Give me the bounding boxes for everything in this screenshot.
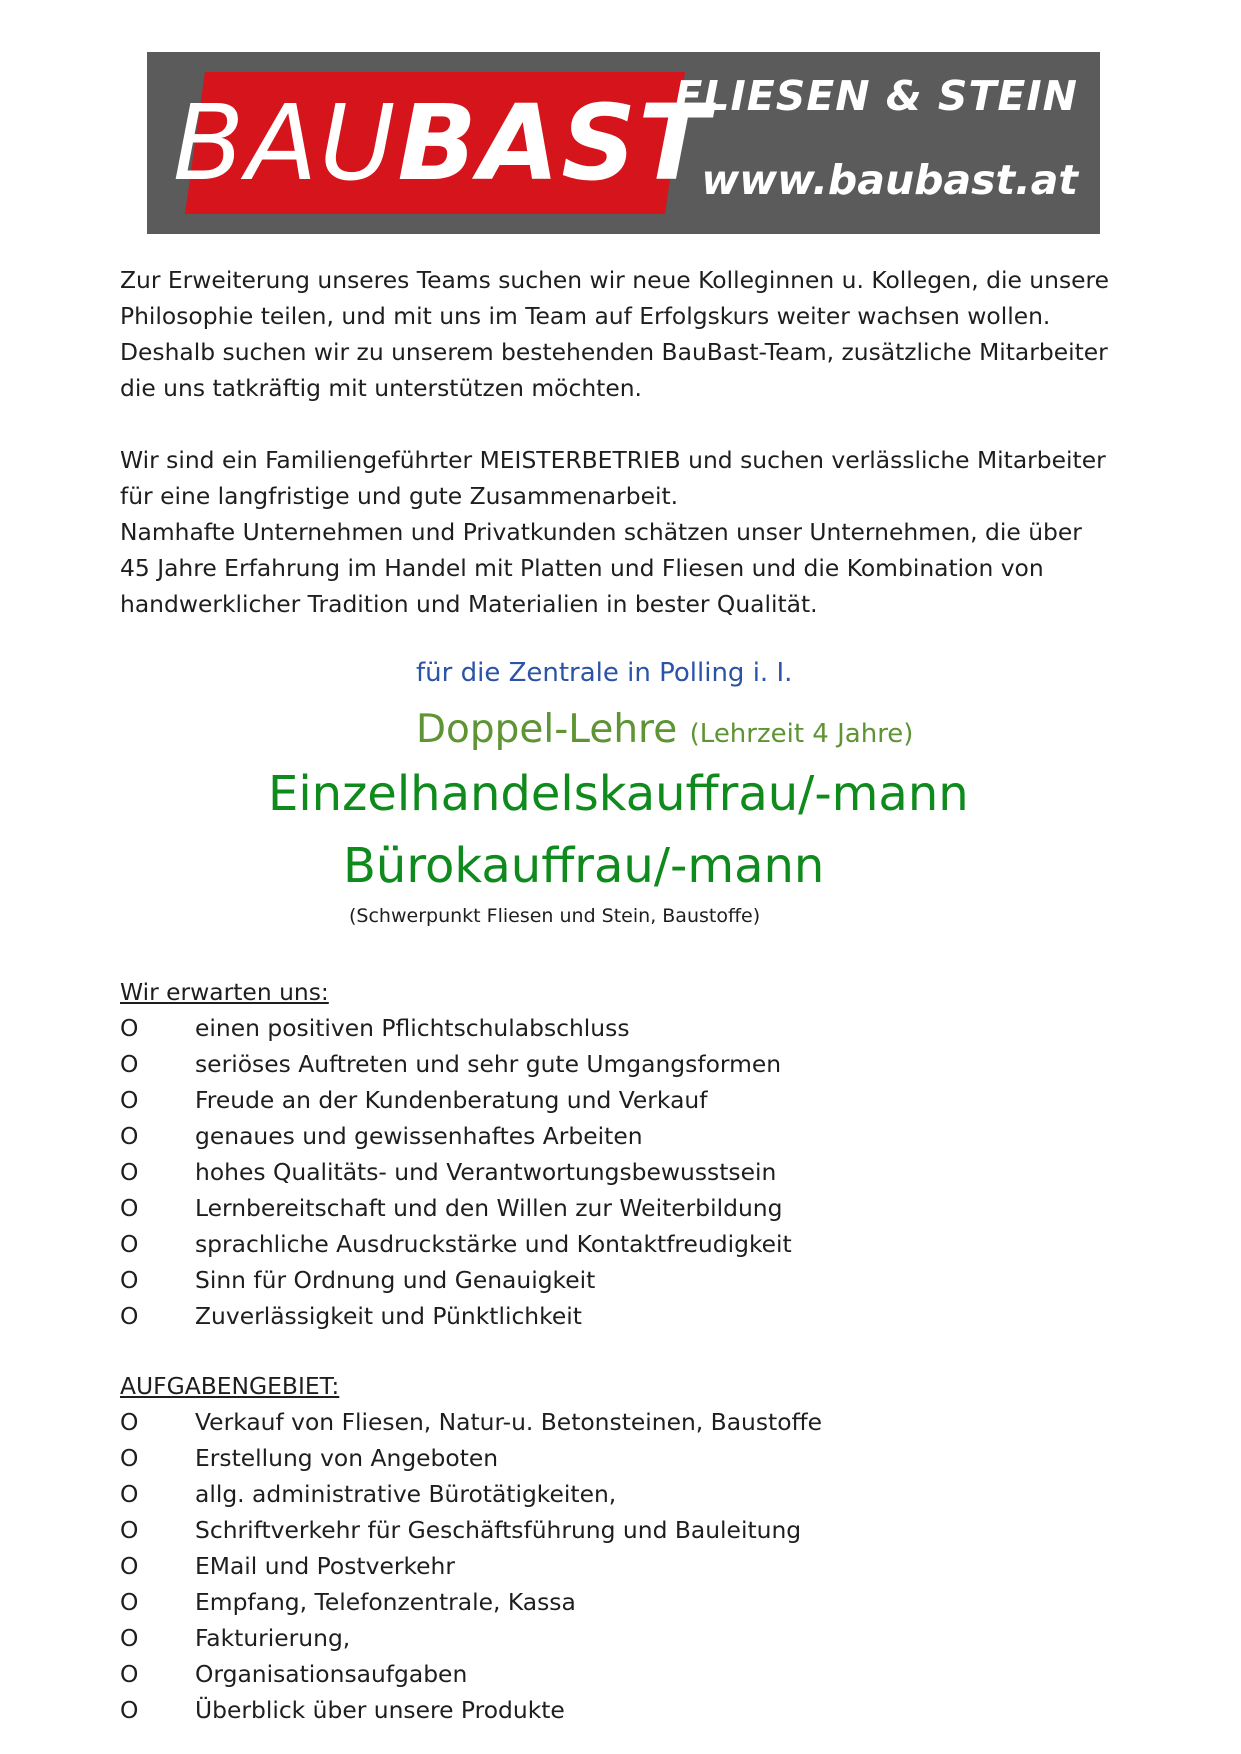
list-item-text: Zuverlässigkeit und Pünktlichkeit <box>195 1302 582 1330</box>
bullet-marker: O <box>120 1552 139 1580</box>
program-name: Doppel-Lehre <box>416 707 678 752</box>
list-item-text: Sinn für Ordnung und Genauigkeit <box>195 1266 596 1294</box>
expectations-list <box>120 1010 1020 1334</box>
list-item-text: Schriftverkehr für Geschäftsführung und Bauleitung <box>195 1516 802 1544</box>
intro-line: handwerklicher Tradition und Materialien in bester Qualität. <box>120 590 818 618</box>
bullet-marker: O <box>120 1014 139 1042</box>
intro-line: Wir sind ein Familiengeführter MEISTERBETRIEB und suchen verlässliche Mitarbeiter <box>120 446 1106 474</box>
bullet-marker: O <box>120 1696 139 1724</box>
bullet-marker: O <box>120 1480 139 1508</box>
list-item <box>120 1118 1020 1154</box>
intro-line: Zur Erweiterung unseres Teams suchen wir neue Kolleginnen u. Kollegen, die unsere <box>120 266 1110 294</box>
program-title <box>416 707 1241 752</box>
list-item <box>120 1476 1020 1512</box>
list-item <box>120 1620 1020 1656</box>
list-item <box>120 1046 1020 1082</box>
list-item <box>120 1190 1020 1226</box>
bullet-marker: O <box>120 1408 139 1436</box>
list-item-text: hohes Qualitäts- und Verantwortungsbewusstsein <box>195 1158 777 1186</box>
list-item <box>120 1010 1020 1046</box>
list-item-text: genaues und gewissenhaftes Arbeiten <box>195 1122 643 1150</box>
list-item <box>120 1656 1020 1692</box>
list-item-text: Überblick über unsere Produkte <box>195 1696 565 1724</box>
intro-paragraph-1 <box>120 262 1130 406</box>
bullet-marker: O <box>120 1444 139 1472</box>
intro-line: 45 Jahre Erfahrung im Handel mit Platten und Fliesen und die Kombination von <box>120 554 1044 582</box>
bullet-marker: O <box>120 1086 139 1114</box>
bullet-marker: O <box>120 1230 139 1258</box>
intro-line: Namhafte Unternehmen und Privatkunden schätzen unser Unternehmen, die über <box>120 518 1082 546</box>
list-item <box>120 1512 1020 1548</box>
list-item-text: allg. administrative Bürotätigkeiten, <box>195 1480 617 1508</box>
list-item-text: einen positiven Pflichtschulabschluss <box>195 1014 630 1042</box>
bullet-marker: O <box>120 1050 139 1078</box>
intro-line: für eine langfristige und gute Zusammenarbeit. <box>120 482 679 510</box>
program-duration: (Lehrzeit 4 Jahre) <box>689 719 914 749</box>
bullet-marker: O <box>120 1194 139 1222</box>
company-tagline: FLIESEN & STEIN <box>674 72 1078 120</box>
bullet-marker: O <box>120 1588 139 1616</box>
list-item-text: Lernbereitschaft und den Willen zur Weiterbildung <box>195 1194 783 1222</box>
logo-text-bold: BAST <box>397 82 712 204</box>
list-item-text: Empfang, Telefonzentrale, Kassa <box>195 1588 576 1616</box>
list-item-text: Freude an der Kundenberatung und Verkauf <box>195 1086 708 1114</box>
list-item <box>120 1082 1020 1118</box>
intro-line: die uns tatkräftig mit unterstützen möchten. <box>120 374 642 402</box>
list-item <box>120 1692 1020 1728</box>
bullet-marker: O <box>120 1158 139 1186</box>
intro-line: Philosophie teilen, und mit uns im Team auf Erfolgskurs weiter wachsen wollen. <box>120 302 1051 330</box>
list-item-text: EMail und Postverkehr <box>195 1552 455 1580</box>
intro-line: Deshalb suchen wir zu unserem bestehenden BauBast-Team, zusätzliche Mitarbeiter <box>120 338 1108 366</box>
job-title-office: Bürokauffrau/-mann <box>343 838 825 894</box>
job-focus: (Schwerpunkt Fliesen und Stein, Baustoffe) <box>349 905 761 927</box>
bullet-marker: O <box>120 1516 139 1544</box>
job-location: für die Zentrale in Polling i. I. <box>416 658 793 688</box>
job-title-retail: Einzelhandelskauffrau/-mann <box>268 766 969 822</box>
list-item <box>120 1584 1020 1620</box>
intro-paragraph-2 <box>120 442 1130 622</box>
list-item-text: seriöses Auftreten und sehr gute Umgangsformen <box>195 1050 782 1078</box>
tasks-list <box>120 1404 1020 1728</box>
company-banner <box>147 52 1100 234</box>
expectations-section <box>120 974 1020 1334</box>
list-item <box>120 1404 1020 1440</box>
list-item <box>120 1298 1020 1334</box>
list-item-text: sprachliche Ausdruckstärke und Kontaktfreudigkeit <box>195 1230 792 1258</box>
list-item-text: Verkauf von Fliesen, Natur-u. Betonsteinen, Baustoffe <box>195 1408 823 1436</box>
company-logo <box>172 80 712 206</box>
list-item <box>120 1262 1020 1298</box>
expectations-title: Wir erwarten uns: <box>120 978 329 1006</box>
list-item-text: Fakturierung, <box>195 1624 351 1652</box>
list-item-text: Organisationsaufgaben <box>195 1660 468 1688</box>
tasks-title: AUFGABENGEBIET: <box>120 1372 340 1400</box>
bullet-marker: O <box>120 1302 139 1330</box>
list-item <box>120 1154 1020 1190</box>
bullet-marker: O <box>120 1660 139 1688</box>
list-item-text: Erstellung von Angeboten <box>195 1444 499 1472</box>
tasks-section <box>120 1368 1020 1728</box>
list-item <box>120 1440 1020 1476</box>
logo-text-light: BAU <box>172 82 398 204</box>
bullet-marker: O <box>120 1122 139 1150</box>
bullet-marker: O <box>120 1624 139 1652</box>
list-item <box>120 1226 1020 1262</box>
company-website: www.baubast.at <box>701 156 1078 204</box>
list-item <box>120 1548 1020 1584</box>
bullet-marker: O <box>120 1266 139 1294</box>
